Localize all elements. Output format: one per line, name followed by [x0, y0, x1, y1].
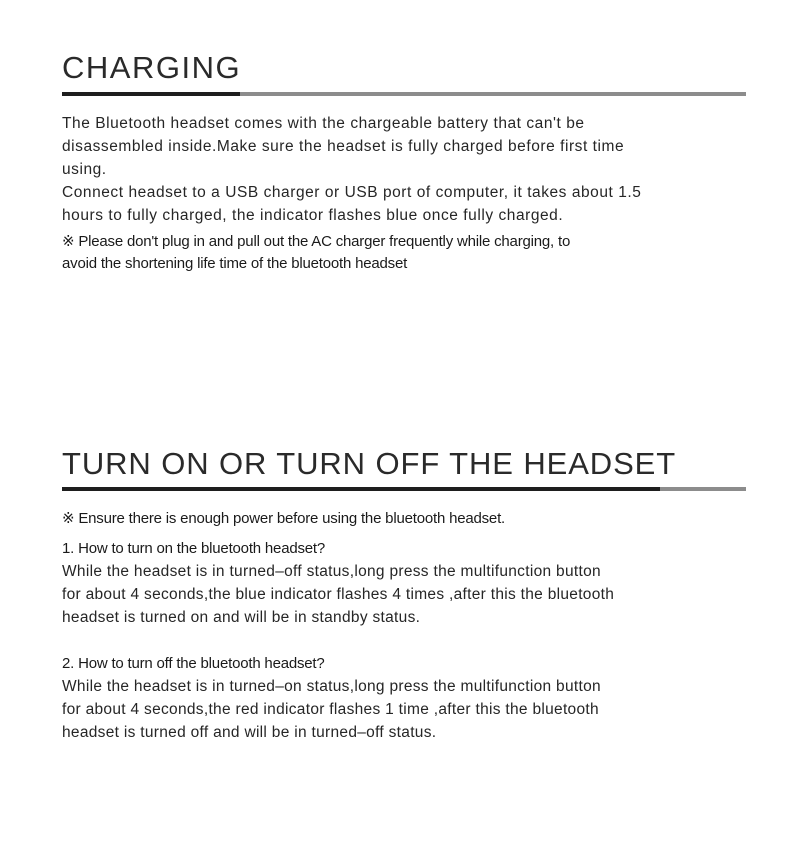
turn-on-line: headset is turned on and will be in standby status. — [62, 609, 421, 626]
turn-off-line: While the headset is in turned–on status,long press the multifunction button — [62, 678, 601, 695]
turn-off-heading: 2. How to turn off the bluetooth headset? — [62, 655, 325, 672]
charging-paragraph-line: disassembled inside.Make sure the headset is fully charged before first time — [62, 138, 625, 155]
charging-title: CHARGING — [62, 50, 242, 85]
title-underline-accent — [62, 487, 660, 491]
charging-body — [62, 112, 752, 275]
charging-warning-note-line: ※ Please don't plug in and pull out the AC charger frequently while charging, to — [62, 233, 571, 250]
charging-paragraph-line: Connect headset to a USB charger or USB port of computer, it takes about 1.5 — [62, 184, 642, 201]
power-title-rule — [62, 487, 752, 491]
turn-on-line: for about 4 seconds,the blue indicator flashes 4 times ,after this the bluetooth — [62, 586, 615, 603]
title-underline — [62, 92, 746, 96]
turn-on-heading: 1. How to turn on the bluetooth headset? — [62, 540, 326, 557]
turn-off-line: for about 4 seconds,the red indicator flashes 1 time ,after this the bluetooth — [62, 701, 599, 718]
title-underline — [62, 487, 746, 491]
charging-section — [62, 52, 752, 83]
power-body — [62, 508, 752, 744]
turn-on-line: While the headset is in turned–off status,long press the multifunction button — [62, 563, 601, 580]
title-underline-accent — [62, 92, 240, 96]
power-note: ※ Ensure there is enough power before using the bluetooth headset. — [62, 510, 506, 527]
charging-paragraph-line: hours to fully charged, the indicator flashes blue once fully charged. — [62, 207, 564, 224]
power-section — [62, 448, 752, 479]
charging-title-rule — [62, 92, 752, 96]
power-title: TURN ON OR TURN OFF THE HEADSET — [62, 446, 677, 481]
charging-paragraph-line: using. — [62, 161, 107, 178]
charging-paragraph-line: The Bluetooth headset comes with the chargeable battery that can't be — [62, 115, 585, 132]
turn-off-line: headset is turned off and will be in turned–off status. — [62, 724, 437, 741]
charging-warning-note-line: avoid the shortening life time of the bluetooth headset — [62, 255, 408, 272]
